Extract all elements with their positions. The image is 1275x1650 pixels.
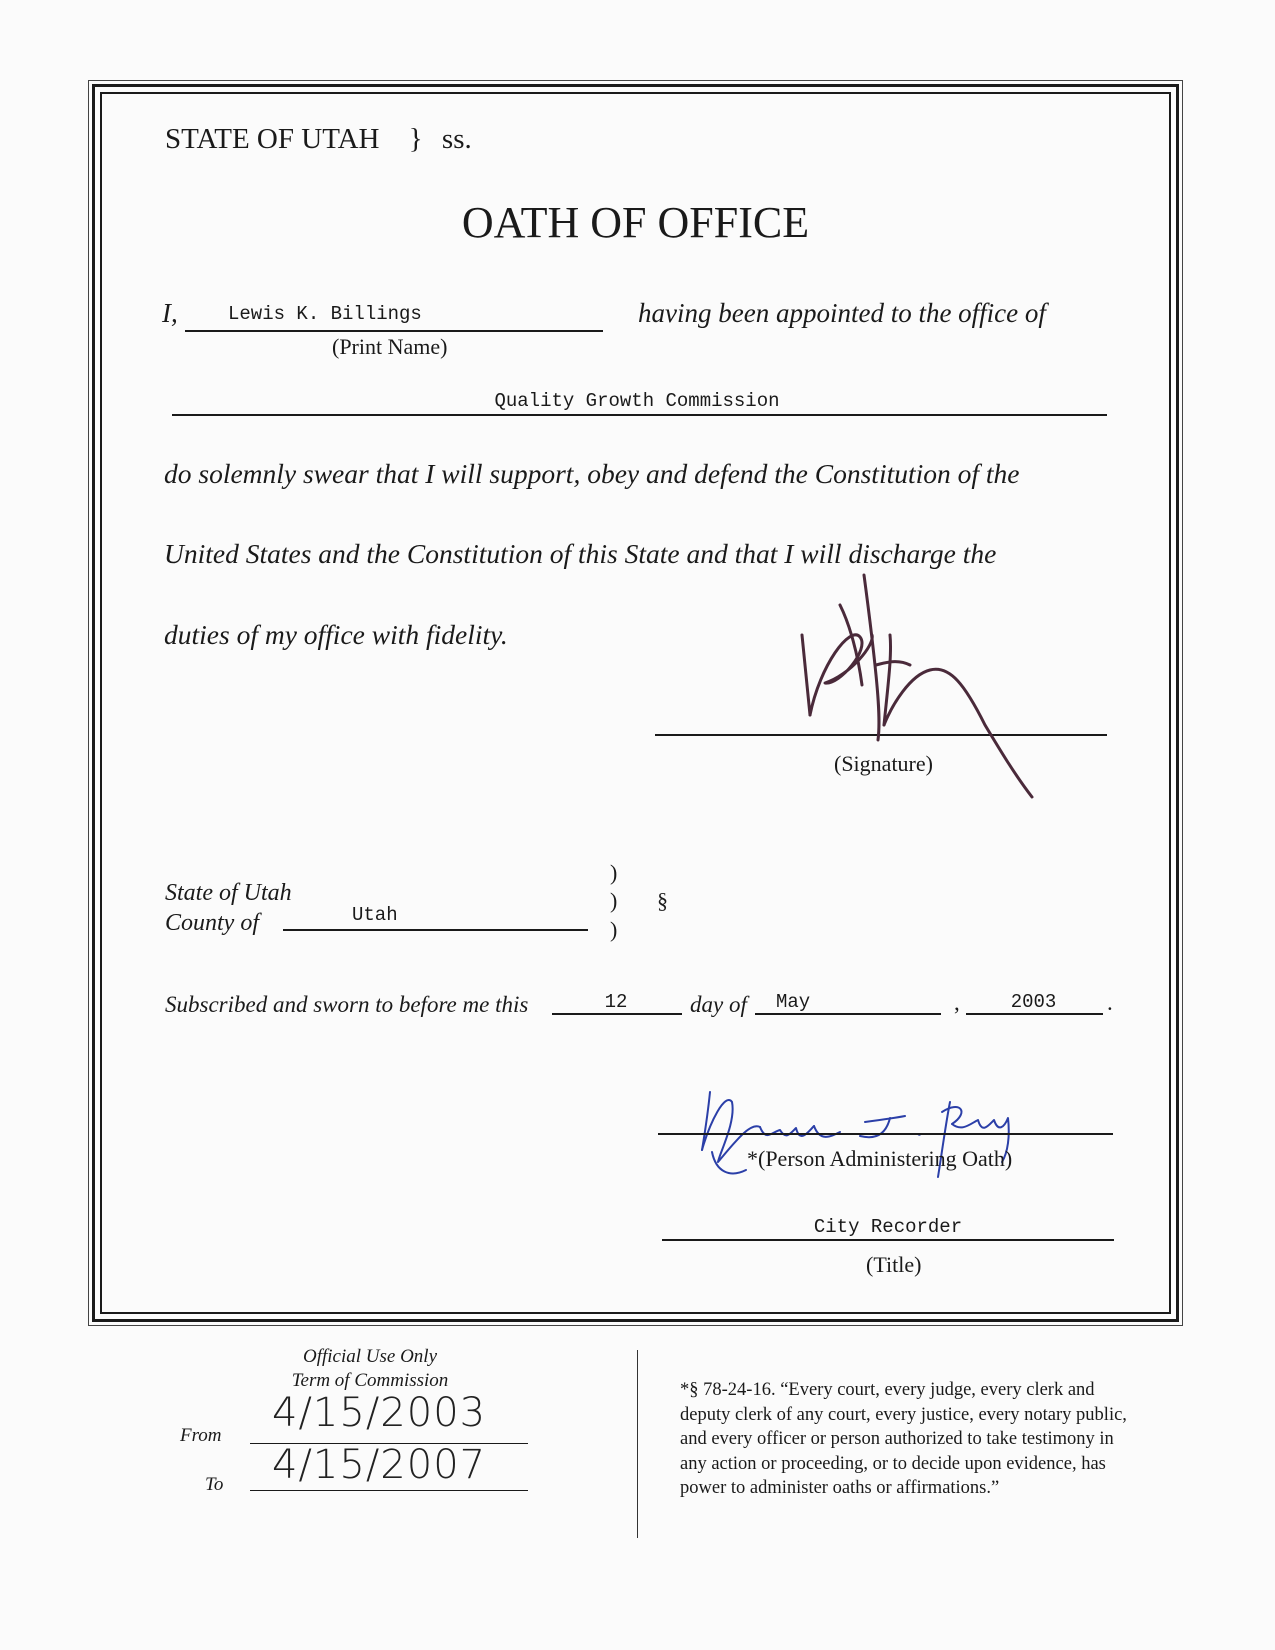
county-value: Utah xyxy=(352,904,398,926)
vertical-divider xyxy=(637,1350,638,1538)
to-line xyxy=(250,1490,528,1491)
officer-name-line xyxy=(185,330,603,332)
month-value: May xyxy=(776,991,811,1013)
state-label: STATE OF UTAH xyxy=(165,123,380,155)
from-value: 4/15/2003 xyxy=(272,1390,487,1436)
date-period: . xyxy=(1107,990,1113,1015)
officer-name: Lewis K. Billings xyxy=(228,303,422,325)
statute-line-2: deputy clerk of any court, every justice, every notary public, xyxy=(680,1404,1127,1425)
jurat-state-label: State of Utah xyxy=(165,880,292,906)
subscribed-text: Subscribed and sworn to before me this xyxy=(165,992,529,1017)
day-line xyxy=(552,1013,682,1015)
from-label: From xyxy=(180,1425,222,1446)
month-line xyxy=(755,1013,941,1015)
oath-body-line-2: United States and the Constitution of this State and that I will discharge the xyxy=(164,538,997,569)
office-name: Quality Growth Commission xyxy=(494,390,780,412)
section-symbol: § xyxy=(657,888,668,913)
jurat-county-label: County of xyxy=(165,910,259,936)
appointed-text: having been appointed to the office of xyxy=(638,298,1046,328)
statute-line-3: and every officer or person authorized to take testimony in xyxy=(680,1429,1114,1449)
year-line xyxy=(966,1013,1103,1015)
state-bracket: } xyxy=(408,123,423,155)
state-heading xyxy=(165,122,472,156)
title-value: City Recorder xyxy=(813,1216,963,1238)
paren-1: ) xyxy=(610,860,618,885)
oath-body-line-3: duties of my office with fidelity. xyxy=(164,619,508,650)
official-use-heading: Official Use Only xyxy=(302,1346,438,1367)
intro-prefix: I, xyxy=(162,298,178,328)
county-line xyxy=(283,929,588,931)
administrator-caption: *(Person Administering Oath) xyxy=(747,1146,1013,1171)
office-name-line xyxy=(172,414,1107,416)
day-value: 12 xyxy=(604,991,628,1013)
signature-caption: (Signature) xyxy=(834,751,933,776)
ss-label: ss. xyxy=(441,123,472,155)
statute-note xyxy=(680,1378,1127,1501)
title-line xyxy=(662,1239,1114,1241)
title-caption: (Title) xyxy=(866,1252,922,1277)
paren-2: ) xyxy=(610,888,618,913)
date-comma: , xyxy=(954,990,960,1015)
year-value: 2003 xyxy=(1010,991,1057,1013)
statute-line-4: any action or proceeding, or to decide upon evidence, has xyxy=(680,1453,1106,1474)
oath-body-line-1: do solemnly swear that I will support, obey and defend the Constitution of the xyxy=(164,458,1020,489)
print-name-caption: (Print Name) xyxy=(332,334,448,359)
statute-line-1: *§ 78-24-16. “Every court, every judge, every clerk and xyxy=(680,1380,1095,1400)
administrator-line xyxy=(658,1133,1113,1135)
page-title: OATH OF OFFICE xyxy=(461,198,810,247)
term-of-commission-heading: Term of Commission xyxy=(291,1370,449,1391)
to-label: To xyxy=(205,1474,224,1495)
officer-signature xyxy=(780,565,1040,805)
paren-3: ) xyxy=(610,917,618,942)
to-value: 4/15/2007 xyxy=(272,1442,487,1488)
statute-line-5: power to administer oaths or affirmations.” xyxy=(680,1478,1000,1498)
day-of-text: day of xyxy=(690,992,747,1017)
